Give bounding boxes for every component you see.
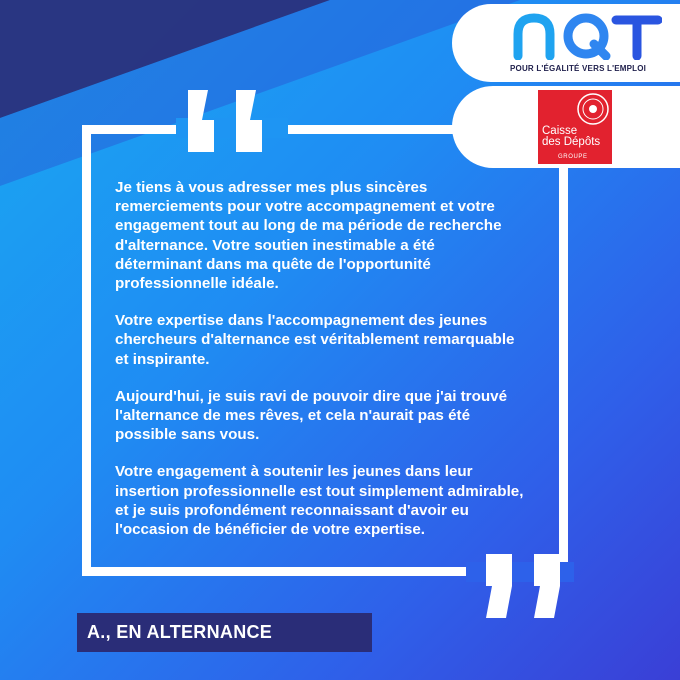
paragraph-1: Je tiens à vous adresser mes plus sincères remerciements pour votre accompagnement et votre engagement tout au long de ma période de recherche d'alternance. Votre soutien inestimable a été déterminant dans ma quête de l'opportunité professionnelle idéale.: [115, 179, 502, 293]
cdc-line-1: Caisse: [542, 125, 578, 137]
open-quote-icon: [180, 60, 290, 170]
paragraph-3: Aujourd'hui, je suis ravi de pouvoir dire que j'ai trouvé l'alternance de mes rêves, et cela n'aurait pas été possible sans vous.: [115, 387, 508, 444]
cdc-line-2: des Dépôts: [542, 136, 601, 148]
paragraph-2: Votre expertise dans l'accompagnement des jeunes chercheurs d'alternance est véritablement remarquable et inspirante.: [115, 312, 515, 368]
nqt-logo: [512, 12, 662, 60]
caisse-des-depots-logo: [538, 90, 612, 164]
cdc-name: [542, 126, 600, 148]
close-quote-icon: [462, 548, 572, 658]
cdc-groupe: GROUPE: [558, 154, 588, 160]
partner-logos: [452, 0, 680, 176]
author-label: A., EN ALTERNANCE: [77, 613, 372, 652]
testimonial-text: [115, 178, 555, 557]
nqt-tagline: POUR L'ÉGALITÉ VERS L'EMPLOI: [510, 64, 647, 73]
cdc-logo-panel: [452, 86, 680, 168]
nqt-logo-panel: [452, 4, 680, 82]
paragraph-4: Votre engagement à soutenir les jeunes dans leur insertion professionnelle est tout simplement admirable, et je suis profondément reconnaissant d'avoir eu l'occasion de bénéficier de votre expertise.: [115, 463, 524, 539]
seal-icon: [576, 92, 610, 126]
